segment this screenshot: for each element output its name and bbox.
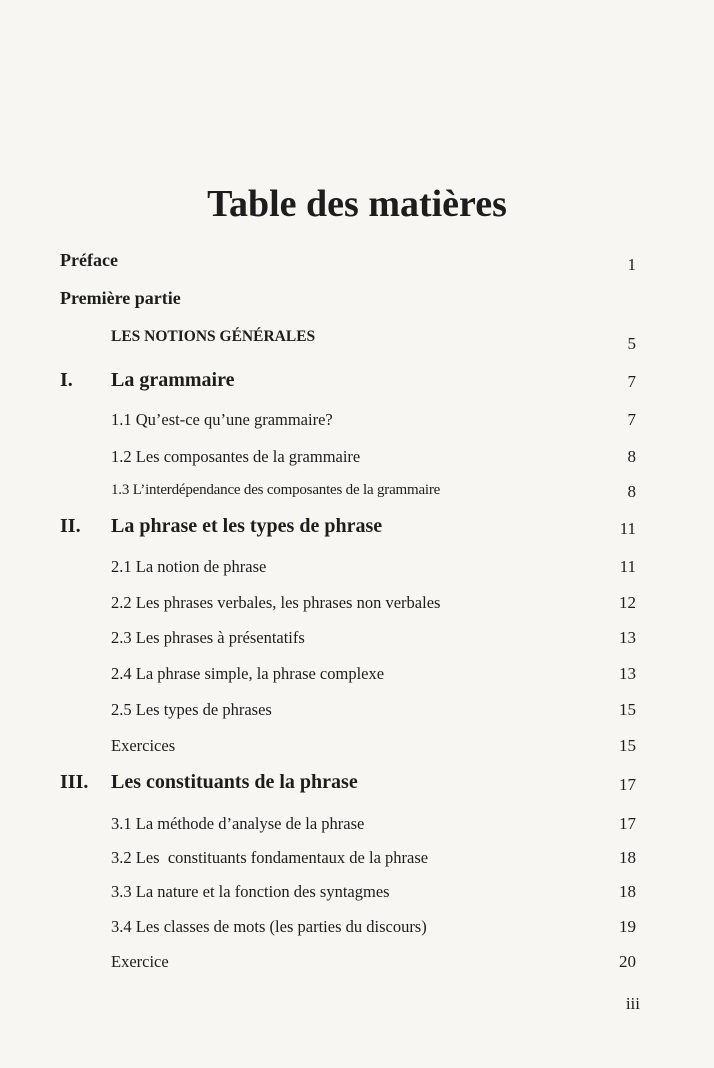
section-title: 2.3 Les phrases à présentatifs xyxy=(111,628,305,647)
part-label: Préface xyxy=(60,250,118,270)
page-number: 15 xyxy=(619,700,636,719)
chapter-number: II. xyxy=(60,515,81,537)
section-title: 3.4 Les classes de mots (les parties du discours) xyxy=(111,917,427,936)
page-folio: iii xyxy=(625,994,640,1013)
page-number: 19 xyxy=(619,917,636,936)
section-title: 2.2 Les phrases verbales, les phrases non verbales xyxy=(111,593,441,612)
page-number: 17 xyxy=(619,775,636,794)
page-number: 1 xyxy=(627,255,636,274)
chapter-title: Les constituants de la phrase xyxy=(111,771,358,793)
page-number: 8 xyxy=(627,482,636,501)
page-number: 11 xyxy=(619,557,636,576)
chapter-title: La phrase et les types de phrase xyxy=(111,515,383,537)
page-number: 7 xyxy=(627,372,636,391)
section-title: 3.1 La méthode d’analyse de la phrase xyxy=(111,814,365,833)
section-title: 1.1 Qu’est-ce qu’une grammaire? xyxy=(111,410,333,429)
page-number: 5 xyxy=(627,334,636,353)
section-title: 3.2 Les constituants fondamentaux de la phrase xyxy=(111,848,429,867)
section-title: 2.5 Les types de phrases xyxy=(111,700,272,719)
section-title: 2.4 La phrase simple, la phrase complexe xyxy=(111,664,385,683)
page-number: 13 xyxy=(619,628,636,647)
section-title: Exercice xyxy=(111,952,169,971)
page-number: 17 xyxy=(619,814,636,833)
chapter-number: I. xyxy=(60,369,73,391)
page-title: Table des matières xyxy=(207,183,507,225)
page-number: 20 xyxy=(619,952,636,971)
section-title: 3.3 La nature et la fonction des syntagmes xyxy=(111,882,390,901)
part-label: Première partie xyxy=(60,288,181,308)
chapter-title: La grammaire xyxy=(111,369,235,391)
part-subheading: LES NOTIONS GÉNÉRALES xyxy=(111,328,316,345)
section-title: 2.1 La notion de phrase xyxy=(111,557,267,576)
section-title: 1.2 Les composantes de la grammaire xyxy=(111,447,361,466)
page-number: 18 xyxy=(619,882,636,901)
page-number: 12 xyxy=(619,593,636,612)
page-number: 18 xyxy=(619,848,636,867)
page-number: 7 xyxy=(627,410,636,429)
page-number: 11 xyxy=(619,519,636,538)
section-title: 1.3 L’interdépendance des composantes de la grammaire xyxy=(111,482,441,498)
chapter-number: III. xyxy=(60,771,89,793)
page-number: 8 xyxy=(627,447,636,466)
page-number: 13 xyxy=(619,664,636,683)
page-number: 15 xyxy=(619,736,636,755)
section-title: Exercices xyxy=(111,736,176,755)
